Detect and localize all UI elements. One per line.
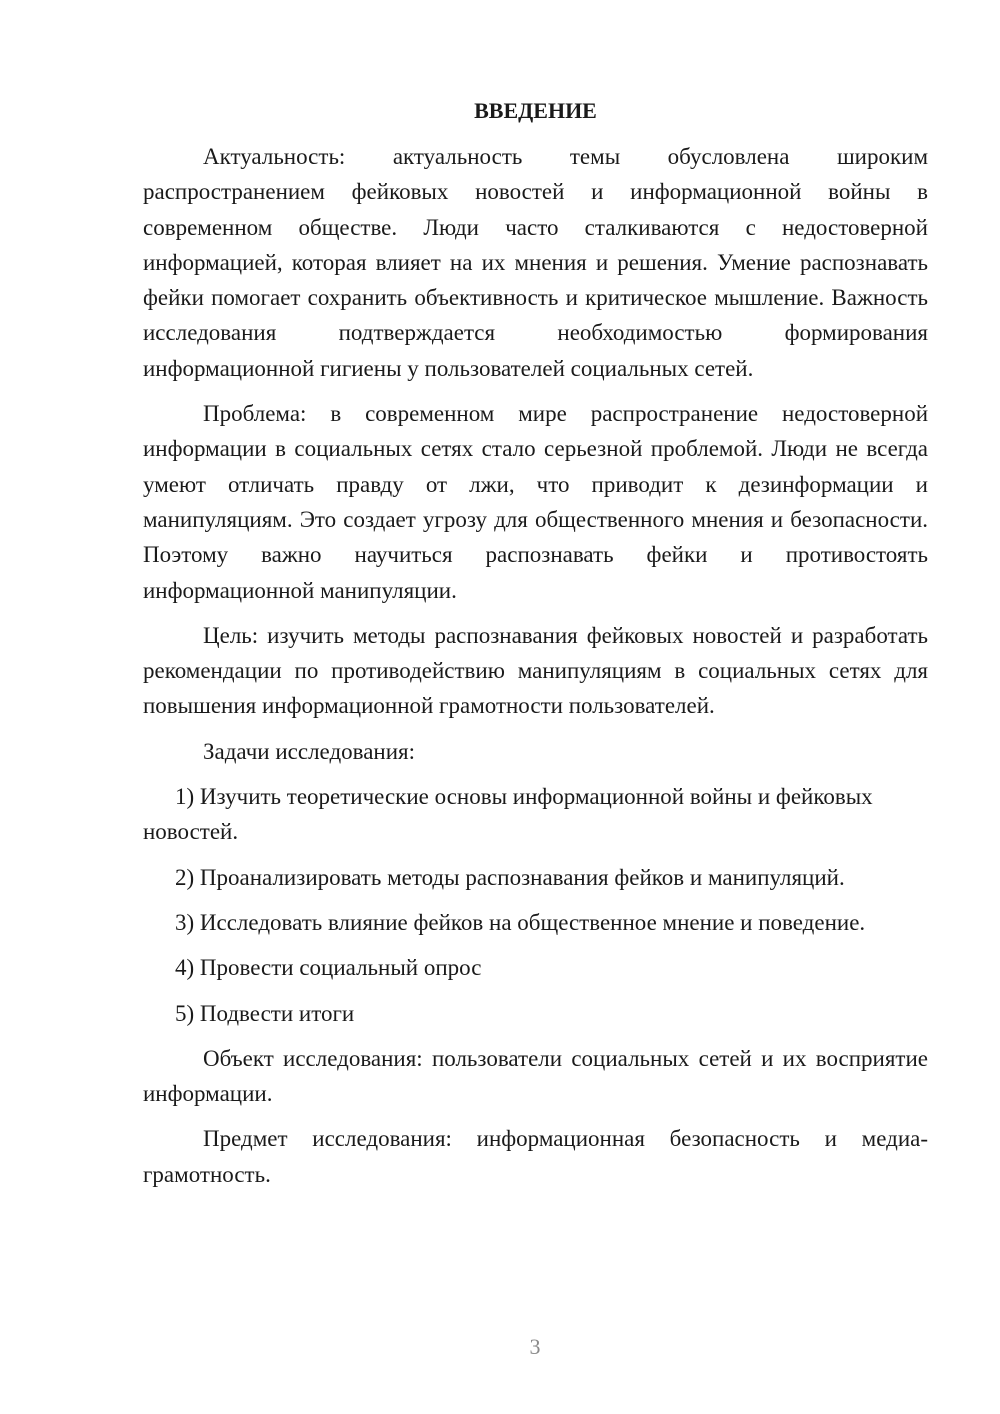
tasks-intro: Задачи исследования: <box>203 738 416 764</box>
section-heading: ВВЕДЕНИЕ <box>474 98 597 123</box>
task-item-5: 5) Подвести итоги <box>175 1000 355 1026</box>
task-item-1: 1) Изучить теоретические основы информационной войны и фейковых новостей. <box>143 784 873 845</box>
task-item-4: 4) Провести социальный опрос <box>175 955 482 981</box>
page-content <box>143 95 928 1202</box>
tasks-list <box>143 779 928 1031</box>
object-paragraph: Объект исследования: пользователи социальных сетей и их восприятие информации. <box>143 1045 928 1107</box>
subject-paragraph: Предмет исследования: информационная безопасность и медиа-грамотность. <box>143 1126 928 1187</box>
goal-paragraph: Цель: изучить методы распознавания фейковых новостей и разработать рекомендации по противодействию манипуляциям в социальных сетях для повышения информационной грамотности пользователей. <box>143 622 928 719</box>
task-item-2: 2) Проанализировать методы распознавания фейков и манипуляций. <box>175 864 845 890</box>
problem-paragraph: Проблема: в современном мире распространение недостоверной информации в социальных сетях стало серьезной проблемой. Люди не всегда умеют отличать правду от лжи, что приводит к дезинформации и манипуляциям. Это создает угрозу для общественного мнения и безопасности. Поэтому важно научиться распознавать фейки и противостоять информационной манипуляции. <box>143 401 928 603</box>
page-number: 3 <box>529 1334 541 1359</box>
relevance-paragraph: Актуальность: актуальность темы обусловлена широким распространением фейковых новостей и информационной войны в современном обществе. Люди часто сталкиваются с недостоверной информацией, которая влияет на их мнения и решения. Умение распознавать фейки помогает сохранить объективность и критическое мышление. Важность исследования подтверждается необходимостью формирования информационной гигиены у пользователей социальных сетей. <box>143 144 928 381</box>
task-item-3: 3) Исследовать влияние фейков на общественное мнение и поведение. <box>175 909 866 935</box>
